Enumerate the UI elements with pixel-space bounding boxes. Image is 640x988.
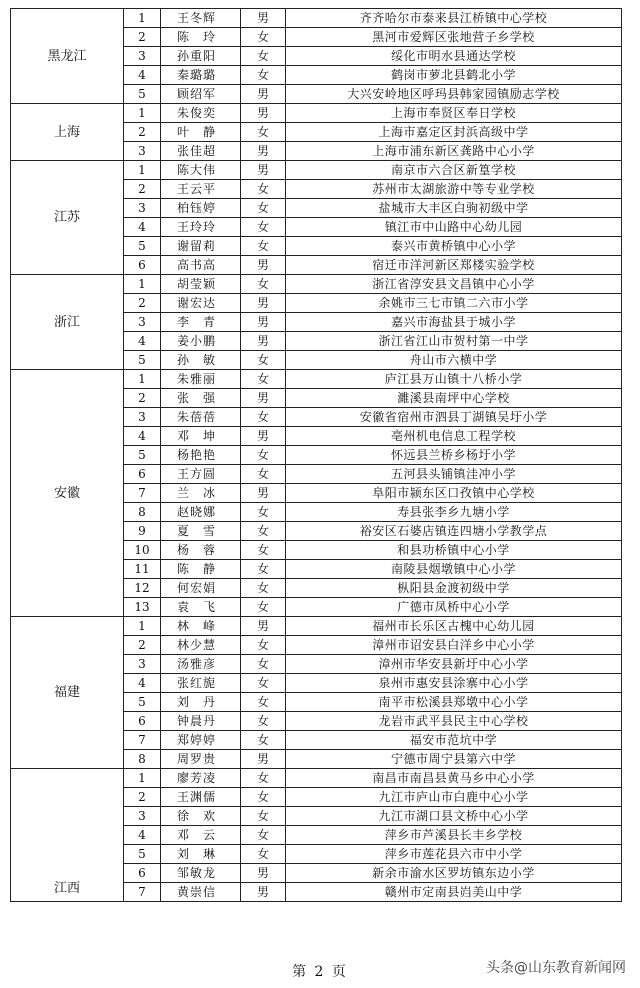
table-row — [11, 370, 622, 389]
gender-cell: 男 — [241, 313, 286, 332]
name-cell: 汤雅彦 — [161, 655, 241, 674]
name-cell: 秦璐璐 — [161, 66, 241, 85]
school-cell: 安徽省宿州市泗县丁湖镇吴圩小学 — [286, 408, 622, 427]
gender-cell: 女 — [241, 826, 286, 845]
number-cell: 4 — [124, 427, 161, 446]
gender-cell: 女 — [241, 465, 286, 484]
name-cell: 袁 飞 — [161, 598, 241, 617]
school-cell: 福州市长乐区古槐中心幼儿园 — [286, 617, 622, 636]
gender-cell: 女 — [241, 693, 286, 712]
name-cell: 李 青 — [161, 313, 241, 332]
gender-cell: 女 — [241, 731, 286, 750]
number-cell: 2 — [124, 294, 161, 313]
school-cell: 赣州市定南县岿美山中学 — [286, 883, 622, 902]
number-cell: 5 — [124, 85, 161, 104]
name-cell: 杨 蓉 — [161, 541, 241, 560]
watermark-text: 头条@山东教育新闻网 — [486, 960, 626, 976]
number-cell: 6 — [124, 256, 161, 275]
school-cell: 绥化市明水县通达学校 — [286, 47, 622, 66]
province-cell: 黑龙江 — [11, 9, 124, 104]
gender-cell: 女 — [241, 275, 286, 294]
table-row — [11, 769, 622, 788]
number-cell: 5 — [124, 693, 161, 712]
name-cell: 朱俊奕 — [161, 104, 241, 123]
name-cell: 赵晓娜 — [161, 503, 241, 522]
number-cell: 4 — [124, 332, 161, 351]
number-cell: 4 — [124, 674, 161, 693]
number-cell: 11 — [124, 560, 161, 579]
school-cell: 宁德市周宁县第六中学 — [286, 750, 622, 769]
number-cell: 4 — [124, 66, 161, 85]
school-cell: 萍乡市莲花县六市中小学 — [286, 845, 622, 864]
school-cell: 浙江省淳安县文昌镇中心小学 — [286, 275, 622, 294]
number-cell: 2 — [124, 788, 161, 807]
gender-cell: 女 — [241, 712, 286, 731]
gender-cell: 女 — [241, 47, 286, 66]
school-cell: 苏州市太湖旅游中等专业学校 — [286, 180, 622, 199]
school-cell: 阜阳市颍东区口孜镇中心学校 — [286, 484, 622, 503]
gender-cell: 女 — [241, 655, 286, 674]
name-cell: 王玲玲 — [161, 218, 241, 237]
gender-cell: 男 — [241, 750, 286, 769]
gender-cell: 男 — [241, 294, 286, 313]
name-cell: 邓 坤 — [161, 427, 241, 446]
name-cell: 邹敏龙 — [161, 864, 241, 883]
number-cell: 3 — [124, 408, 161, 427]
gender-cell: 女 — [241, 28, 286, 47]
gender-cell: 女 — [241, 503, 286, 522]
number-cell: 3 — [124, 807, 161, 826]
school-cell: 枞阳县金渡初级中学 — [286, 579, 622, 598]
gender-cell: 女 — [241, 541, 286, 560]
name-cell: 王方圆 — [161, 465, 241, 484]
gender-cell: 男 — [241, 484, 286, 503]
gender-cell: 女 — [241, 636, 286, 655]
number-cell: 7 — [124, 731, 161, 750]
province-cell: 江西 — [11, 769, 124, 902]
gender-cell: 女 — [241, 66, 286, 85]
name-cell: 姜小鹏 — [161, 332, 241, 351]
school-cell: 庐江县万山镇十八桥小学 — [286, 370, 622, 389]
gender-cell: 男 — [241, 864, 286, 883]
school-cell: 浙江省江山市贺村第一中学 — [286, 332, 622, 351]
gender-cell: 女 — [241, 237, 286, 256]
school-cell: 大兴安岭地区呼玛县韩家园镇励志学校 — [286, 85, 622, 104]
number-cell: 12 — [124, 579, 161, 598]
gender-cell: 女 — [241, 408, 286, 427]
number-cell: 8 — [124, 503, 161, 522]
school-cell: 齐齐哈尔市泰来县江桥镇中心学校 — [286, 9, 622, 28]
number-cell: 3 — [124, 313, 161, 332]
gender-cell: 男 — [241, 427, 286, 446]
school-cell: 南昌市南昌县黄马乡中心小学 — [286, 769, 622, 788]
province-cell: 安徽 — [11, 370, 124, 617]
gender-cell: 女 — [241, 351, 286, 370]
school-cell: 镇江市中山路中心幼儿园 — [286, 218, 622, 237]
number-cell: 7 — [124, 883, 161, 902]
school-cell: 亳州机电信息工程学校 — [286, 427, 622, 446]
name-cell: 谢留莉 — [161, 237, 241, 256]
name-cell: 柏钰婷 — [161, 199, 241, 218]
number-cell: 2 — [124, 180, 161, 199]
number-cell: 10 — [124, 541, 161, 560]
school-cell: 九江市湖口县文桥中心小学 — [286, 807, 622, 826]
number-cell: 3 — [124, 655, 161, 674]
school-cell: 广德市凤桥中心小学 — [286, 598, 622, 617]
gender-cell: 女 — [241, 674, 286, 693]
name-cell: 夏 雪 — [161, 522, 241, 541]
number-cell: 5 — [124, 845, 161, 864]
school-cell: 五河县头铺镇洼冲小学 — [286, 465, 622, 484]
gender-cell: 女 — [241, 199, 286, 218]
number-cell: 5 — [124, 446, 161, 465]
gender-cell: 男 — [241, 617, 286, 636]
gender-cell: 男 — [241, 104, 286, 123]
gender-cell: 女 — [241, 788, 286, 807]
number-cell: 1 — [124, 769, 161, 788]
name-cell: 郑婷婷 — [161, 731, 241, 750]
name-cell: 顾绍军 — [161, 85, 241, 104]
school-cell: 舟山市六横中学 — [286, 351, 622, 370]
school-cell: 龙岩市武平县民主中心学校 — [286, 712, 622, 731]
name-cell: 谢宏达 — [161, 294, 241, 313]
name-cell: 黄崇信 — [161, 883, 241, 902]
number-cell: 2 — [124, 389, 161, 408]
school-cell: 福安市范坑中学 — [286, 731, 622, 750]
number-cell: 6 — [124, 864, 161, 883]
number-cell: 6 — [124, 712, 161, 731]
number-cell: 9 — [124, 522, 161, 541]
number-cell: 2 — [124, 123, 161, 142]
number-cell: 2 — [124, 636, 161, 655]
number-cell: 1 — [124, 370, 161, 389]
school-cell: 嘉兴市海盐县于城小学 — [286, 313, 622, 332]
number-cell: 6 — [124, 465, 161, 484]
province-cell: 浙江 — [11, 275, 124, 370]
gender-cell: 女 — [241, 560, 286, 579]
province-cell: 上海 — [11, 104, 124, 161]
school-cell: 黑河市爱辉区张地营子乡学校 — [286, 28, 622, 47]
number-cell: 1 — [124, 104, 161, 123]
school-cell: 怀远县兰桥乡杨圩小学 — [286, 446, 622, 465]
school-cell: 新余市渝水区罗坊镇东边小学 — [286, 864, 622, 883]
school-cell: 漳州市华安县新圩中心小学 — [286, 655, 622, 674]
gender-cell: 男 — [241, 85, 286, 104]
gender-cell: 男 — [241, 332, 286, 351]
number-cell: 1 — [124, 617, 161, 636]
school-cell: 泉州市惠安县涂寨中心小学 — [286, 674, 622, 693]
school-cell: 余姚市三七市镇二六市小学 — [286, 294, 622, 313]
school-cell: 盐城市大丰区白驹初级中学 — [286, 199, 622, 218]
name-cell: 张佳超 — [161, 142, 241, 161]
name-cell: 王冬辉 — [161, 9, 241, 28]
table-row — [11, 104, 622, 123]
name-cell: 孙 敏 — [161, 351, 241, 370]
school-cell: 南平市松溪县郑墩中心小学 — [286, 693, 622, 712]
table-row — [11, 275, 622, 294]
number-cell: 13 — [124, 598, 161, 617]
gender-cell: 女 — [241, 180, 286, 199]
name-cell: 杨艳艳 — [161, 446, 241, 465]
gender-cell: 女 — [241, 446, 286, 465]
name-cell: 周罗贵 — [161, 750, 241, 769]
school-cell: 漳州市诏安县白洋乡中心小学 — [286, 636, 622, 655]
name-cell: 林少慧 — [161, 636, 241, 655]
name-cell: 陈 静 — [161, 560, 241, 579]
number-cell: 1 — [124, 9, 161, 28]
name-cell: 徐 欢 — [161, 807, 241, 826]
number-cell: 4 — [124, 826, 161, 845]
number-cell: 7 — [124, 484, 161, 503]
gender-cell: 女 — [241, 769, 286, 788]
school-cell: 上海市嘉定区封浜高级中学 — [286, 123, 622, 142]
school-cell: 裕安区石婆店镇连四塘小学教学点 — [286, 522, 622, 541]
name-cell: 刘 琳 — [161, 845, 241, 864]
gender-cell: 女 — [241, 845, 286, 864]
gender-cell: 男 — [241, 883, 286, 902]
gender-cell: 男 — [241, 9, 286, 28]
number-cell: 3 — [124, 142, 161, 161]
name-list-table — [10, 8, 622, 902]
school-cell: 上海市奉贤区奉日学校 — [286, 104, 622, 123]
number-cell: 4 — [124, 218, 161, 237]
name-cell: 何宏娟 — [161, 579, 241, 598]
number-cell: 3 — [124, 47, 161, 66]
name-cell: 钟晨丹 — [161, 712, 241, 731]
school-cell: 和县功桥镇中心小学 — [286, 541, 622, 560]
gender-cell: 女 — [241, 807, 286, 826]
table-body — [11, 9, 622, 902]
gender-cell: 女 — [241, 123, 286, 142]
school-cell: 南京市六合区新篁学校 — [286, 161, 622, 180]
number-cell: 2 — [124, 28, 161, 47]
table-row — [11, 161, 622, 180]
gender-cell: 男 — [241, 389, 286, 408]
name-cell: 陈 玲 — [161, 28, 241, 47]
school-cell: 鹤岗市萝北县鹤北小学 — [286, 66, 622, 85]
name-cell: 邓 云 — [161, 826, 241, 845]
name-cell: 兰 冰 — [161, 484, 241, 503]
number-cell: 5 — [124, 237, 161, 256]
name-cell: 张 强 — [161, 389, 241, 408]
name-cell: 廖芳凌 — [161, 769, 241, 788]
name-cell: 高书高 — [161, 256, 241, 275]
school-cell: 南陵县烟墩镇中心小学 — [286, 560, 622, 579]
name-cell: 王渊儒 — [161, 788, 241, 807]
gender-cell: 男 — [241, 256, 286, 275]
watermark — [486, 957, 626, 977]
number-cell: 5 — [124, 351, 161, 370]
school-cell: 宿迁市洋河新区郑楼实验学校 — [286, 256, 622, 275]
school-cell: 寿县张李乡九塘小学 — [286, 503, 622, 522]
name-cell: 张红旎 — [161, 674, 241, 693]
name-cell: 王云平 — [161, 180, 241, 199]
name-cell: 朱雅丽 — [161, 370, 241, 389]
school-cell: 上海市浦东新区龚路中心小学 — [286, 142, 622, 161]
school-cell: 泰兴市黄桥镇中心小学 — [286, 237, 622, 256]
province-cell: 福建 — [11, 617, 124, 769]
school-cell: 九江市庐山市白鹿中心小学 — [286, 788, 622, 807]
gender-cell: 男 — [241, 161, 286, 180]
name-cell: 叶 静 — [161, 123, 241, 142]
number-cell: 3 — [124, 199, 161, 218]
name-cell: 孙重阳 — [161, 47, 241, 66]
table-row — [11, 9, 622, 28]
name-cell: 胡莹颖 — [161, 275, 241, 294]
school-cell: 濉溪县南坪中心学校 — [286, 389, 622, 408]
province-cell: 江苏 — [11, 161, 124, 275]
school-cell: 萍乡市芦溪县长丰乡学校 — [286, 826, 622, 845]
table-row — [11, 617, 622, 636]
gender-cell: 男 — [241, 142, 286, 161]
name-cell: 陈大伟 — [161, 161, 241, 180]
number-cell: 1 — [124, 161, 161, 180]
gender-cell: 女 — [241, 579, 286, 598]
gender-cell: 女 — [241, 218, 286, 237]
gender-cell: 女 — [241, 598, 286, 617]
number-cell: 8 — [124, 750, 161, 769]
gender-cell: 女 — [241, 522, 286, 541]
name-cell: 刘 丹 — [161, 693, 241, 712]
page-number: 第 2 页 — [292, 964, 348, 980]
name-cell: 林 峰 — [161, 617, 241, 636]
number-cell: 1 — [124, 275, 161, 294]
name-cell: 朱蓓蓓 — [161, 408, 241, 427]
gender-cell: 女 — [241, 370, 286, 389]
